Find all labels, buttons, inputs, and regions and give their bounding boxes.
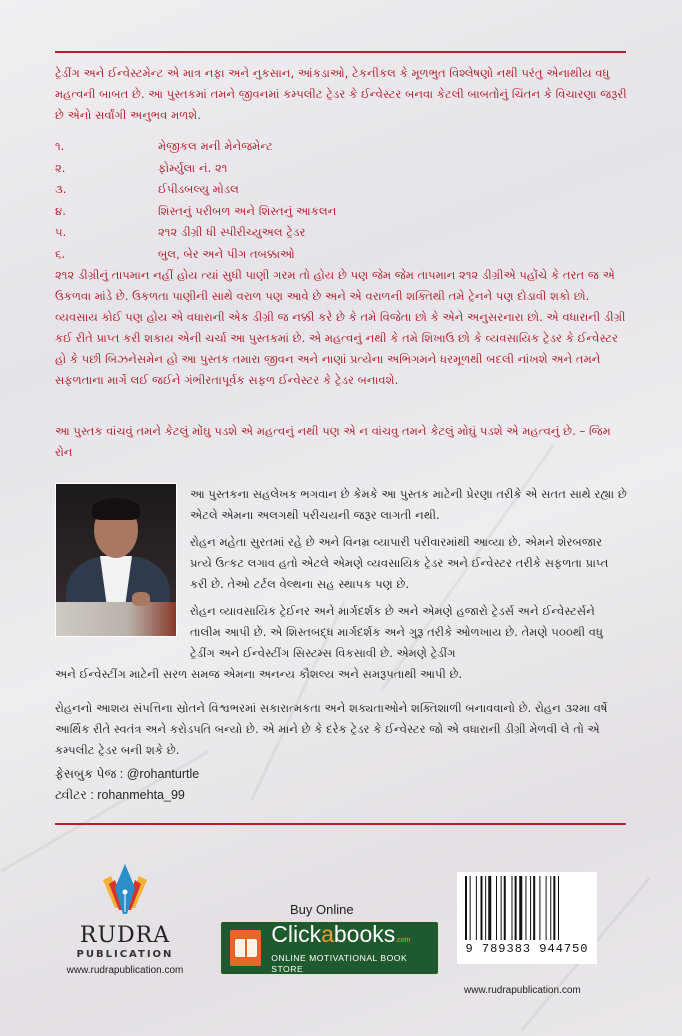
isbn-number: 9 789383 944750	[465, 942, 589, 956]
author-training-paragraph: રોહન વ્યાવસાયિક ટ્રેઈનર અને માર્ગદર્શક છે અને એમણે હજારો ટ્રેડર્સ અને ઈન્વેસ્ટર્સને તાલીમ આપી છે. એ શિસ્તબદ્ધ માર્ગદર્શક અને ગુરૂ તરીકે ઓળખાય છે. તેમણે ૫૦૦થી વધુ ટ્રેડીંગ અને ઈન્વેસ્ટીંગ સિસ્ટમ્સ વિકસાવી છે. એમણે ટ્રેડીંગ	[190, 604, 603, 660]
list-number: ૫.	[55, 225, 67, 239]
list-text: બુલ, બેર અને પીગ તબક્કાઓ	[158, 246, 295, 261]
author-photo	[55, 483, 177, 637]
list-number: ૩.	[55, 182, 67, 196]
author-intro-paragraph: આ પુસ્તકના સહલેખક ભગવાન છે કેમકે આ પુસ્તક માટેની પ્રેરણા તરીકે એ સતત સાથે રહ્યા છે એટલે એમના અલગથી પરીચયની જરૂર લાગતી નથી.	[190, 487, 627, 522]
barcode-bar	[470, 876, 471, 940]
barcode-bar	[539, 876, 540, 940]
barcode-bar	[525, 876, 526, 940]
isbn-barcode	[457, 872, 597, 964]
barcode-bars-icon	[465, 876, 589, 940]
barcode-bar	[553, 876, 555, 940]
barcode-bar	[515, 876, 517, 940]
list-number: ૬.	[55, 246, 66, 261]
barcode-bar	[501, 876, 502, 940]
facebook-handle: ફેસબુક પેજ : @rohanturtle	[55, 767, 200, 781]
list-text: મેજીકલ મની મેનેજમેન્ટ	[158, 139, 273, 153]
publisher-logo	[60, 862, 190, 978]
degree-paragraph: ૨૧૨ ડીગ્રીનું તાપમાન નહીં હોય ત્યાં સુધી પાણી ગરમ તો હોય છે પણ જેમ જેમ તાપમાન ૨૧૨ ડીગ્રીએ પહોંચે કે તરત જ એ ઉકળવા માંડે છે. ઉકળતા પાણીની સાથે વરાળ પણ આવે છે અને એ વરાળની શક્તિથી તમે ટ્રેનને પણ દોડાવી શકો છો. વ્યવસાય કોઈ પણ હોય એ વધારાની એક ડીગ્રી જ નક્કી કરે છે કે તમે વિજેતા છો કે એને અનુસરનારા છો. એ વધારાની ડીગ્રી કઈ રીતે પ્રાપ્ત કરી શકાય એની ચર્ચા આ પુસ્તકમાં છે. એ મહત્વનું નથી કે તમે શિખાઉ છો કે વ્યવસાયિક ટ્રેડર કે ઈન્વેસ્ટર હો કે પછી બિઝનેસમેન હો આ પુસ્તક તમારા જીવન અને નાણાં પ્રત્યેના અભિગમને ધરમૂળથી બદલી નાંખશે અને તમને સફળતાના માર્ગે લઈ જઈને ગંભીરતાપૂર્વક સફળ ઈન્વેસ્ટર કે ટ્રેડર બનાવશે.	[55, 268, 626, 387]
publisher-url: www.rudrapublication.com	[66, 965, 184, 976]
open-book-icon	[230, 930, 261, 966]
author-bio-paragraph: રોહન મહેતા સુરતમાં રહે છે અને વિનમ્ર વ્યાપારી પરીવારમાંથી આવ્યા છે. એમને શેરબજાર પ્રત્યે ઉત્કટ લગાવ હતો એટલે એમણે વ્યવસાયિક ટ્રેડર અને ઈન્વેસ્ટર તરીકે સફળતા પ્રાપ્ત કરી છે. તેઓ ટર્ટલ વેલ્થના સહ સ્થાપક પણ છે.	[190, 535, 609, 591]
author-training-continued: અને ઈન્વેસ્ટીંગ માટેની સરળ સમજ એમના અનન્ય કૌશલ્ય અને સમરૂપતાથી આપી છે.	[55, 667, 463, 681]
list-number: ૪.	[55, 203, 66, 218]
list-number: ૨.	[55, 160, 66, 175]
author-mission-paragraph: રોહનનો આશય સંપત્તિના સ્રોતને વિશ્વભરમાં સકારાત્મકતા અને શક્યતાઓને શક્તિશાળી બનાવવાનો છે. રોહન ૩૨મા વર્ષે આર્થિક રીતે સ્વતંત્ર અને કરોડપતિ બન્યો છે. એ માને છે કે દરેક ટ્રેડર કે ઈન્વેસ્ટર જો એ વધારાની ડીગ્રી મેળવી લે તો એ કમ્પલીટ ટ્રેડર બની શકે છે.	[55, 701, 608, 757]
pen-nib-logo-icon	[97, 862, 153, 918]
barcode-bar	[485, 876, 486, 940]
publisher-name: RUDRA	[79, 923, 171, 948]
store-name: Clickabooks.com	[271, 920, 411, 947]
bottom-divider	[55, 823, 626, 825]
list-item	[55, 244, 336, 266]
barcode-url: www.rudrapublication.com	[464, 985, 581, 996]
list-text: શિસ્તનું પરીબળ અને શિસ્તનું આકલન	[158, 203, 337, 218]
barcode-bar	[481, 876, 483, 940]
twitter-handle: ટ્વીટર : rohanmehta_99	[55, 788, 185, 802]
barcode-bar	[558, 876, 559, 940]
buy-online-label: Buy Online	[290, 902, 354, 917]
barcode-bar	[488, 876, 491, 940]
list-text: ઈપીડબલ્યુ મોડલ	[158, 182, 239, 196]
clickabooks-banner	[220, 921, 439, 975]
publisher-subtitle: PUBLICATION	[76, 949, 174, 960]
barcode-bar	[476, 876, 477, 940]
list-item	[55, 201, 336, 223]
list-item	[55, 222, 336, 244]
barcode-bar	[530, 876, 531, 940]
list-number: ૧.	[55, 139, 65, 153]
barcode-bar	[533, 876, 535, 940]
barcode-bar	[496, 876, 497, 940]
barcode-bar	[504, 876, 506, 940]
store-tagline: ONLINE MOTIVATIONAL BOOK STORE	[271, 952, 408, 974]
top-divider	[55, 51, 626, 53]
list-item	[55, 136, 336, 158]
barcode-bar	[546, 876, 547, 940]
barcode-bar	[550, 876, 551, 940]
barcode-bar	[465, 876, 467, 940]
list-text: ફોર્મ્યુલા નં. ૨૧	[158, 160, 228, 175]
barcode-bar	[512, 876, 513, 940]
list-item	[55, 179, 336, 201]
intro-paragraph: ટ્રેડીંગ અને ઈન્વેસ્ટમેન્ટ એ માત્ર નફા અને નુકસાન, આંકડાઓ, ટેકનીકલ કે મૂળભુત વિશ્લેષણો નથી પરંતુ એનાથીય વધુ મહત્વની બાબત છે. આ પુસ્તકમાં તમને જીવનમાં કમ્પલીટ ટ્રેડર કે ઈન્વેસ્ટર બનવા કેટલી બાબતોનું ચિંતન કે વિચારણા જરૂરી છે એનો સર્વાંગી અનુભવ મળશે.	[55, 66, 627, 122]
quote-paragraph: આ પુસ્તક વાંચવું તમને કેટલું મોંઘુ પડશે એ મહત્વનું નથી પણ એ ન વાંચવુ તમને કેટલું મોઘું પડશે એ મહત્વનું છે. – જિમ રોન	[55, 424, 611, 459]
topics-list	[55, 136, 336, 265]
list-item	[55, 158, 336, 180]
barcode-bar	[519, 876, 522, 940]
list-text: ૨૧૨ ડીગ્રી ધી સ્પીરીચ્યુઅલ ટ્રેડર	[158, 225, 306, 239]
